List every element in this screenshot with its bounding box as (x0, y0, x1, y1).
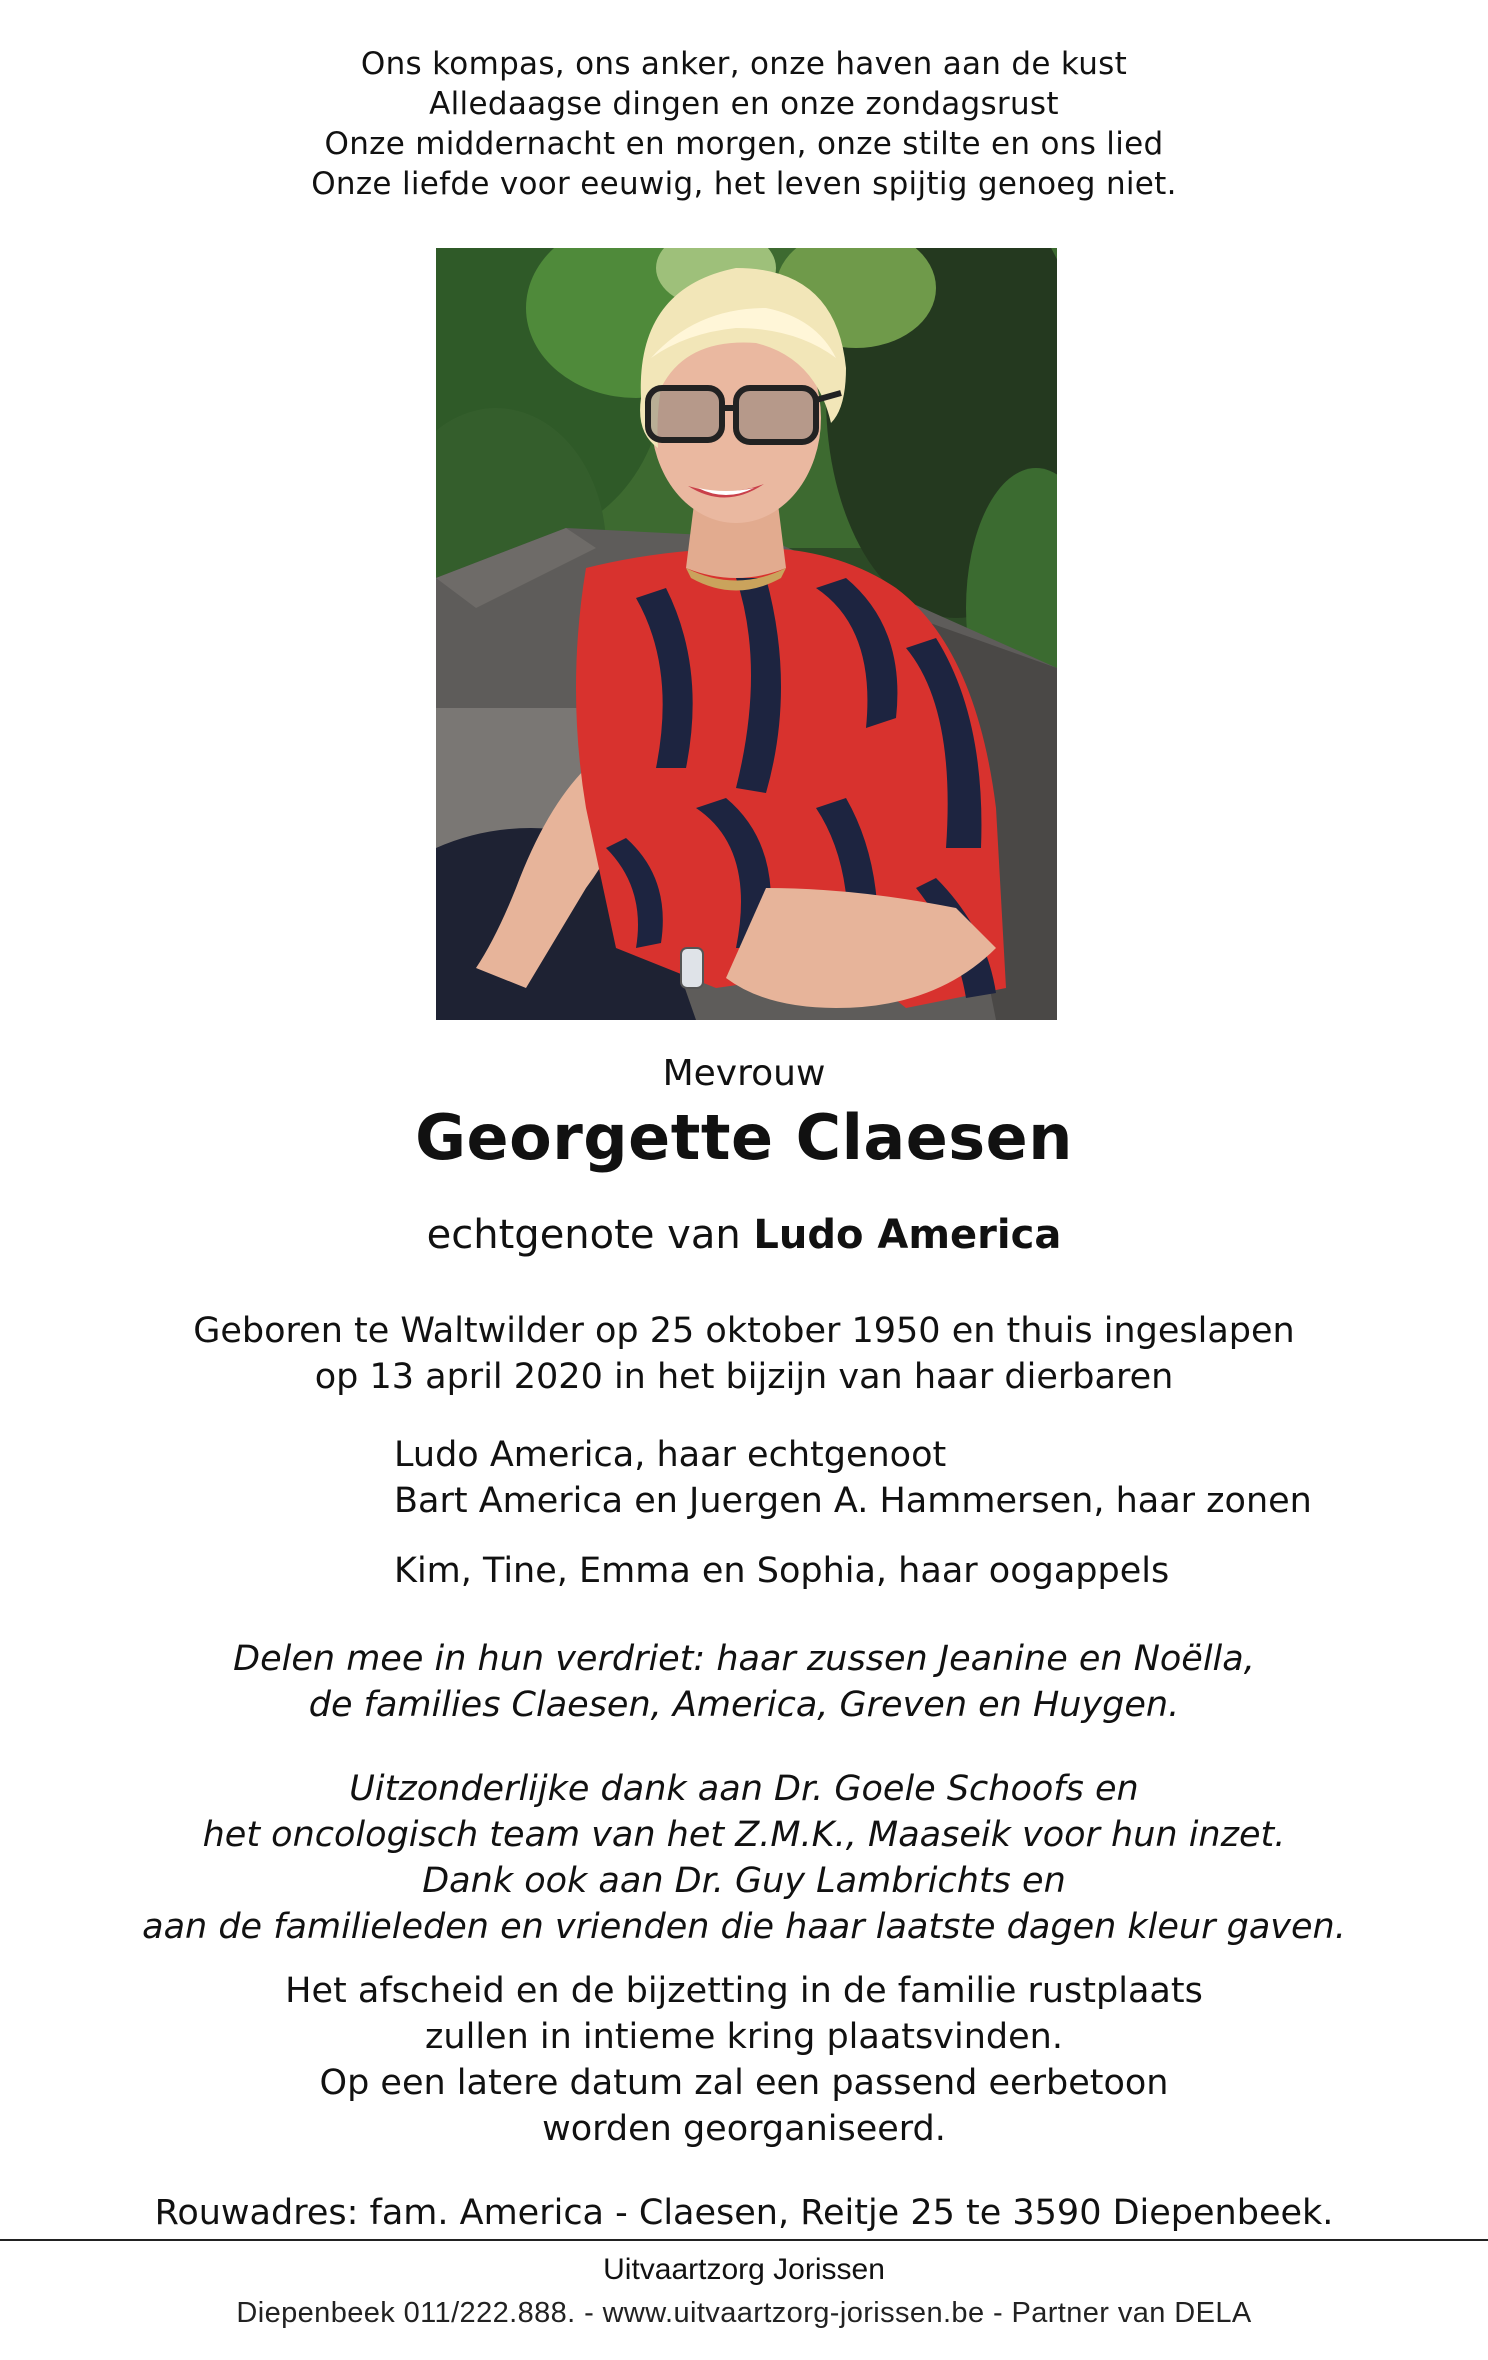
spouse-name: Ludo America (753, 1212, 1062, 1258)
spouse-line (0, 1210, 1488, 1260)
farewell-line: worden georganiseerd. (542, 2109, 946, 2149)
farewell-line: Op een latere datum zal een passend eerbetoon (319, 2063, 1169, 2103)
thanks-line: Dank ook aan Dr. Guy Lambrichts en (422, 1861, 1066, 1901)
poem-line: Alledaagse dingen en onze zondagsrust (429, 86, 1059, 122)
footer-divider (0, 2239, 1488, 2241)
family-member-line: Kim, Tine, Emma en Sophia, haar oogappels (394, 1551, 1170, 1591)
thanks-text (0, 1766, 1488, 1950)
poem-line: Onze liefde voor eeuwig, het leven spijtig genoeg niet. (311, 166, 1177, 202)
mourners-text (0, 1636, 1488, 1728)
birth-death-line: op 13 april 2020 in het bijzijn van haar dierbaren (314, 1357, 1174, 1397)
portrait-photo (436, 248, 1057, 1020)
mourners-line: de families Claesen, America, Greven en Huygen. (308, 1685, 1180, 1725)
thanks-line: aan de familieleden en vrienden die haar laatste dagen kleur gaven. (142, 1907, 1346, 1947)
birth-death-info (0, 1308, 1488, 1400)
deceased-name: Georgette Claesen (415, 1101, 1073, 1174)
family-member-line: Bart America en Juergen A. Hammersen, haar zonen (394, 1481, 1312, 1521)
farewell-line: zullen in intieme kring plaatsvinden. (425, 2017, 1063, 2057)
poem-line: Ons kompas, ons anker, onze haven aan de kust (360, 46, 1128, 82)
honorific-title: Mevrouw (662, 1053, 826, 1094)
spouse-prefix: echtgenote van (426, 1212, 741, 1258)
family-member-line: Ludo America, haar echtgenoot (394, 1435, 947, 1475)
poem-line: Onze middernacht en morgen, onze stilte en ons lied (324, 126, 1164, 162)
thanks-line: het oncologisch team van het Z.M.K., Maaseik voor hun inzet. (202, 1815, 1286, 1855)
thanks-line: Uitzonderlijke dank aan Dr. Goele Schoofs en (349, 1769, 1139, 1809)
mourners-line: Delen mee in hun verdriet: haar zussen Jeanine en Noëlla, (233, 1639, 1255, 1679)
mourning-address: Rouwadres: fam. America - Claesen, Reitje 25 te 3590 Diepenbeek. (154, 2193, 1334, 2233)
farewell-line: Het afscheid en de bijzetting in de familie rustplaats (285, 1971, 1203, 2011)
farewell-text (0, 1968, 1488, 2152)
undertaker-name: Uitvaartzorg Jorissen (603, 2253, 885, 2286)
poem (0, 44, 1488, 204)
undertaker-contact: Diepenbeek 011/222.888. - www.uitvaartzorg-jorissen.be - Partner van DELA (236, 2297, 1252, 2329)
birth-death-line: Geboren te Waltwilder op 25 oktober 1950 en thuis ingeslapen (193, 1311, 1295, 1351)
